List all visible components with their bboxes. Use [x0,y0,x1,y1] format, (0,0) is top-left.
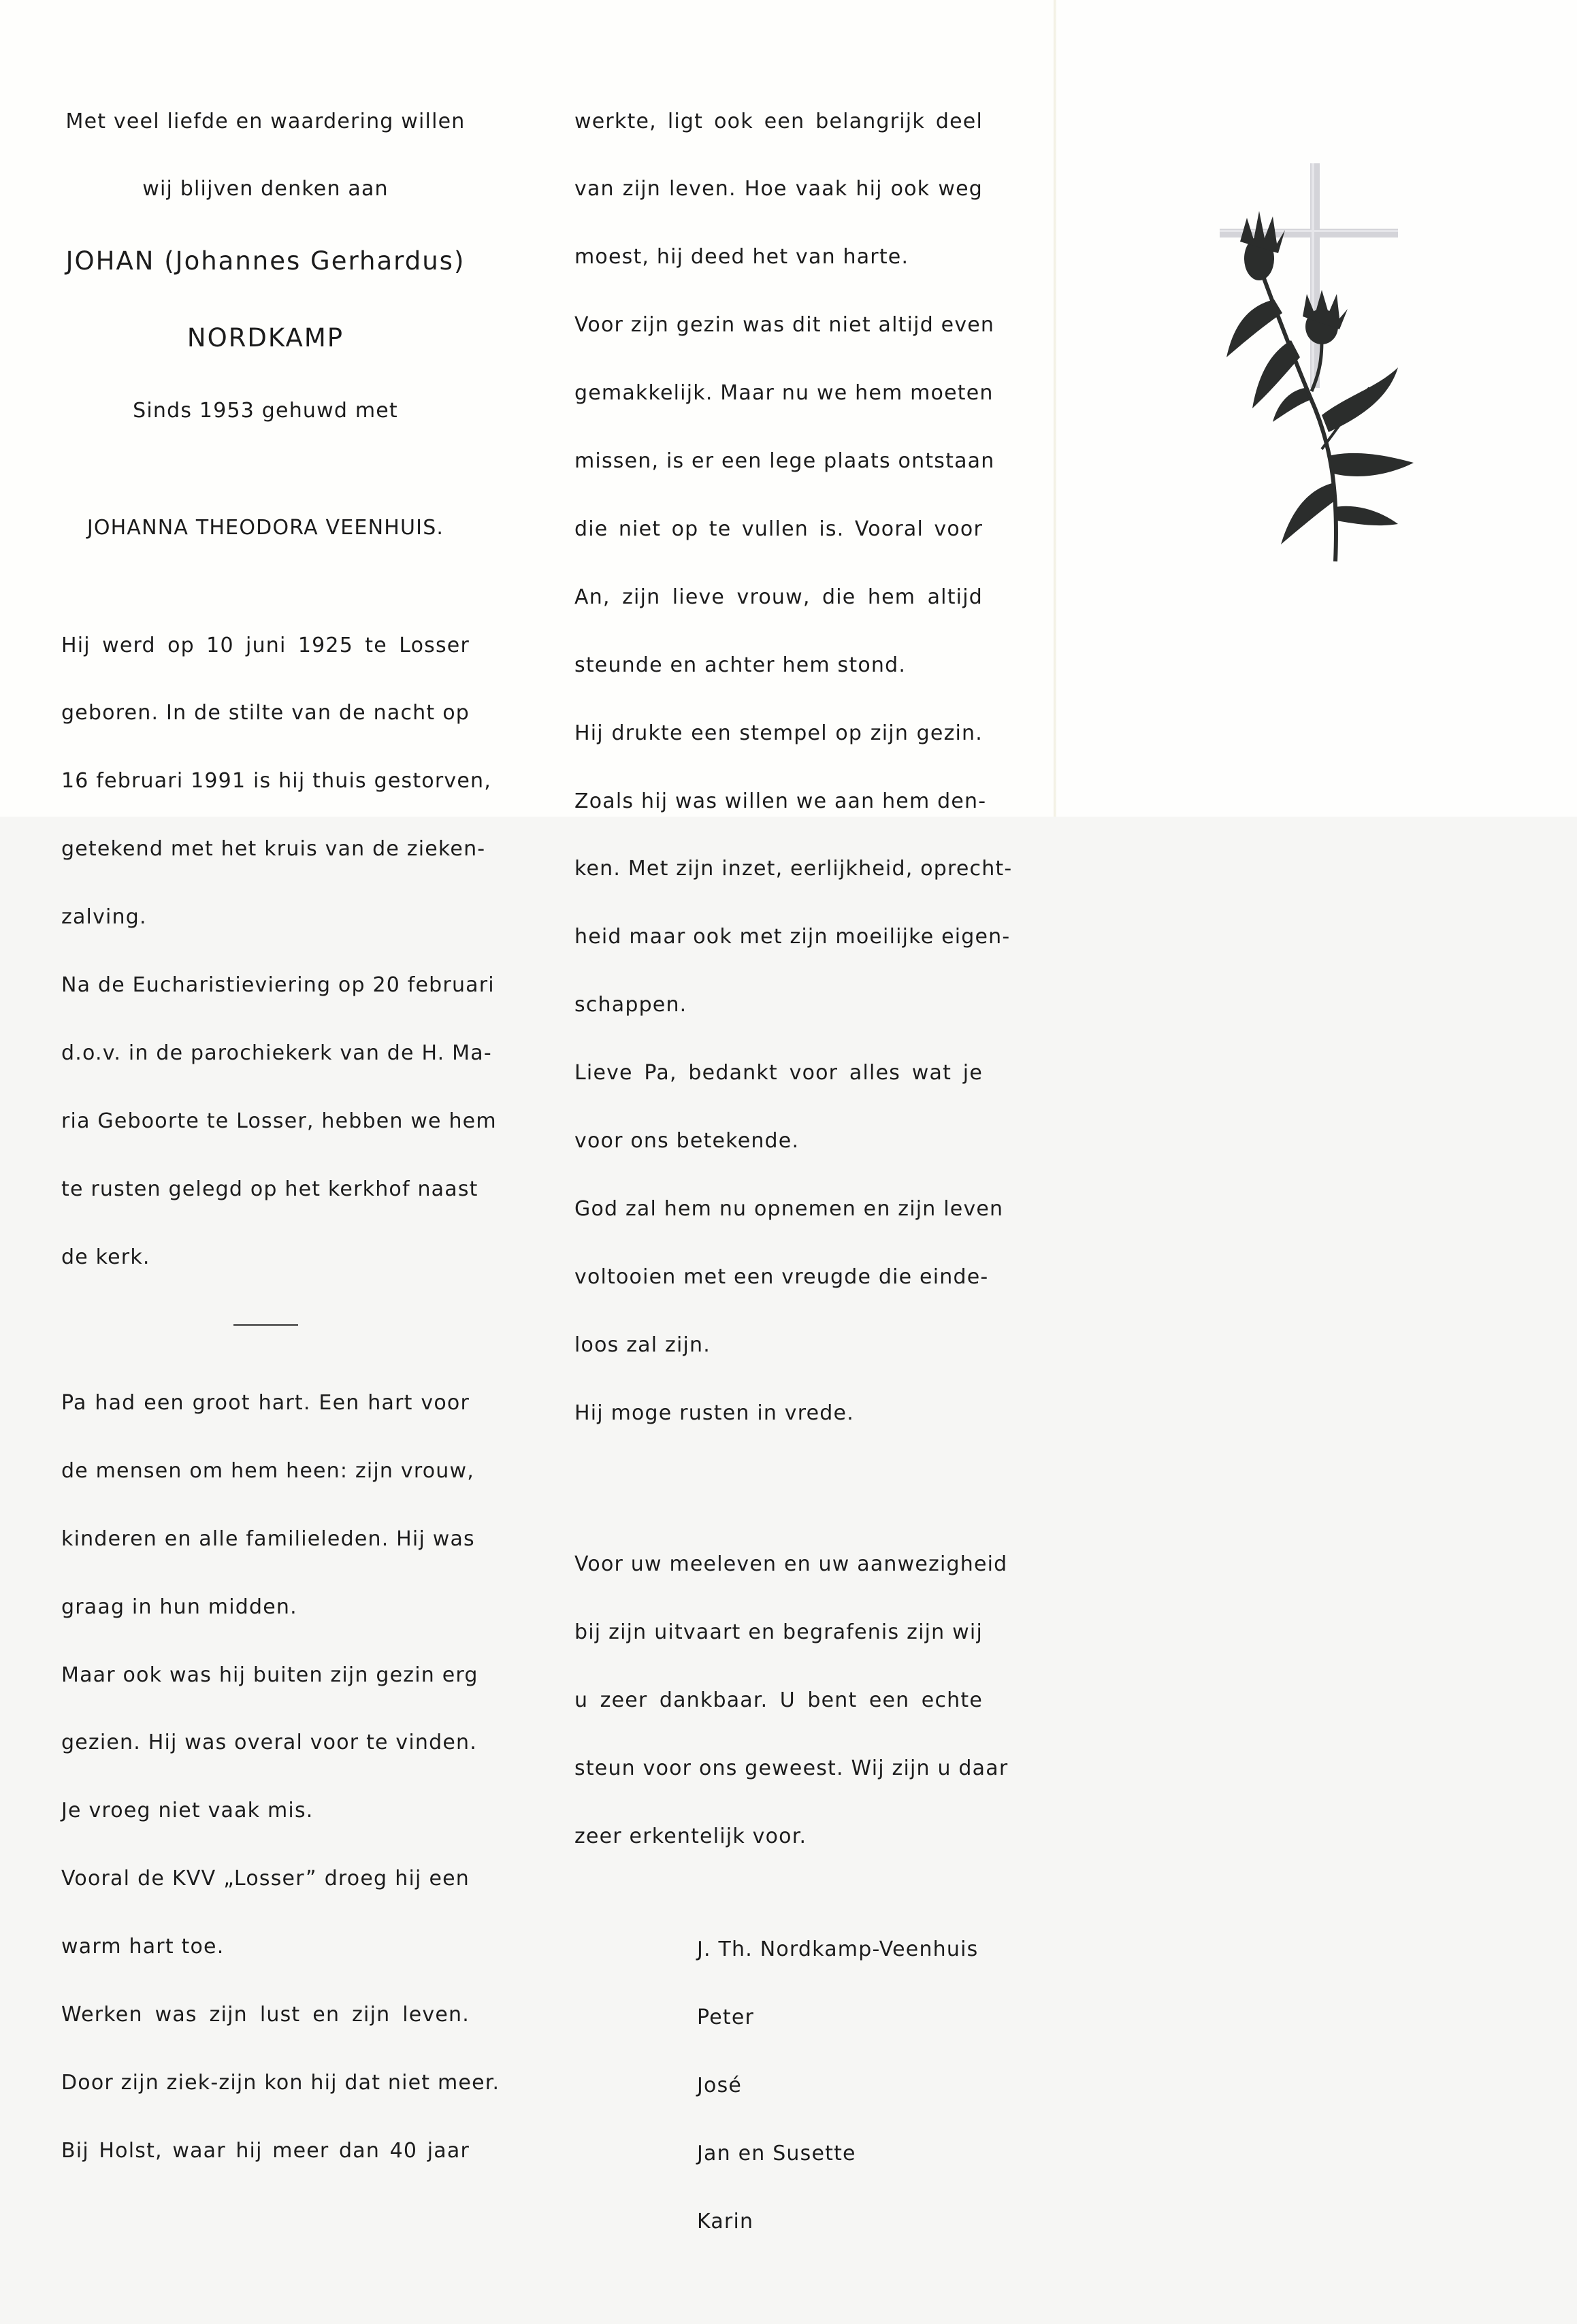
signer: José [697,2073,743,2097]
tribute-line: An, zijn lieve vrouw, die hem altijd [574,585,983,609]
tribute-line: missen, is er een lege plaats ontstaan [574,449,995,474]
tribute-line: voltooien met een vreugde die einde- [574,1264,989,1289]
tribute-line: Zoals hij was willen we aan hem den- [574,789,987,813]
tribute-line: van zijn leven. Hoe vaak hij ook weg [574,177,983,201]
bio-line: d.o.v. in de parochiekerk van de H. Ma- [61,1041,492,1065]
bio-line: te rusten gelegd op het kerkhof naast [61,1177,478,1201]
bio-line: de kerk. [61,1245,150,1269]
tribute-line: warm hart toe. [61,1935,225,1959]
tribute-line: Hij drukte een stempel op zijn gezin. [574,721,983,745]
tribute-line: loos zal zijn. [574,1332,711,1357]
thanks-line: bij zijn uitvaart en begrafenis zijn wij [574,1620,983,1644]
deceased-surname: NORDKAMP [186,323,344,353]
tribute-line: Bij Holst, waar hij meer dan 40 jaar [61,2138,470,2163]
tribute-line: ken. Met zijn inzet, eerlijkheid, oprecht- [574,857,1013,881]
signer: Karin [697,2209,754,2233]
thanks-line: Voor uw meeleven en uw aanwezigheid [574,1552,1008,1576]
tribute-line: Werken was zijn lust en zijn leven. [61,2003,470,2027]
signer: J. Th. Nordkamp-Veenhuis [697,1937,979,1962]
tribute-line: Door zijn ziek-zijn kon hij dat niet meer. [61,2070,500,2095]
thistle-flower-icon [1226,211,1414,561]
bio-line: geboren. In de stilte van de nacht op [61,701,470,725]
right-column [574,65,1013,2323]
tribute-line: Hij moge rusten in vrede. [574,1401,854,1425]
tribute-line: moest, hij deed het van harte. [574,245,909,269]
section-divider [233,1324,298,1326]
thanks-line: u zeer dankbaar. U bent een echte [574,1688,983,1712]
tribute-line: gemakkelijk. Maar nu we hem moeten [574,381,994,406]
cross-and-thistle-illustration [1220,163,1424,572]
cross-icon [1220,163,1398,388]
tribute-line: graag in hun midden. [61,1594,297,1619]
tribute-line: kinderen en alle familieleden. Hij was [61,1526,475,1551]
tribute-line: God zal hem nu opnemen en zijn leven [574,1196,1004,1221]
tribute-line: Voor zijn gezin was dit niet altijd even [574,313,995,338]
tribute-line: Lieve Pa, bedankt voor alles wat je [574,1061,983,1085]
tribute-line: die niet op te vullen is. Vooral voor [574,517,983,541]
tribute-line: de mensen om hem heen: zijn vrouw, [61,1458,474,1483]
tribute-line: schappen. [574,993,687,1017]
tribute-line: gezien. Hij was overal voor te vinden. [61,1731,477,1755]
tribute-line: Maar ook was hij buiten zijn gezin erg [61,1663,478,1687]
bio-line: 16 februari 1991 is hij thuis gestorven, [61,769,491,793]
left-column [61,65,500,2208]
bio-line: ria Geboorte te Losser, hebben we hem [61,1109,497,1133]
thanks-line: steun voor ons geweest. Wij zijn u daar [574,1756,1009,1780]
bio-line: Na de Eucharistieviering op 20 februari [61,972,495,997]
deceased-name: JOHAN (Johannes Gerhardus) [65,246,466,276]
spouse-name: JOHANNA THEODORA VEENHUIS. [86,516,444,540]
tribute-line: Vooral de KVV „Losser” droeg hij een [61,1867,470,1891]
married-line: Sinds 1953 gehuwd met [133,398,398,423]
signer: Jan en Susette [697,2141,856,2165]
tribute-line: steunde en achter hem stond. [574,653,907,677]
tribute-line: werkte, ligt ook een belangrijk deel [574,109,983,133]
bio-line: Hij werd op 10 juni 1925 te Losser [61,633,470,657]
tribute-line: heid maar ook met zijn moeilijke eigen- [574,925,1011,949]
signers [574,1893,983,2278]
tribute-line: Pa had een groot hart. Een hart voor [61,1391,470,1415]
intro-line: Met veel liefde en waardering willen [65,109,466,133]
thanks-line: zeer erkentelijk voor. [574,1824,807,1848]
tribute-line: Je vroeg niet vaak mis. [61,1799,314,1823]
signer: Peter [697,2005,755,2029]
tribute-line: voor ons betekende. [574,1128,800,1153]
bio-line: getekend met het kruis van de zieken- [61,837,486,862]
bio-line: zalving. [61,905,147,930]
intro-line: wij blijven denken aan [142,177,389,201]
